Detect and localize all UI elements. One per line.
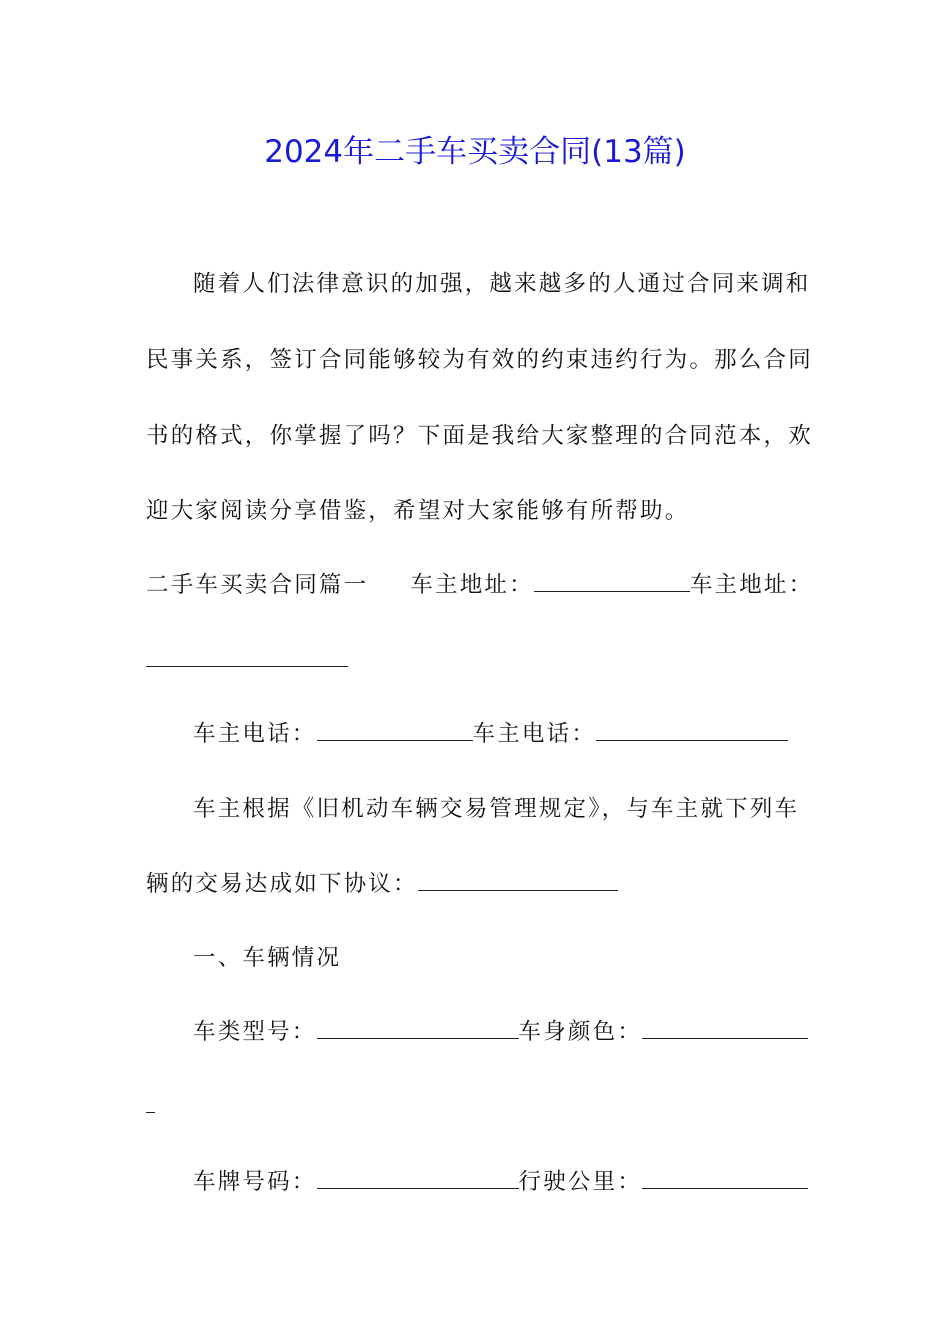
agreement-line-1: 车主根据《旧机动车辆交易管理规定》，与车主就下列车 <box>193 796 800 822</box>
vehicle-model-blank <box>317 1018 519 1039</box>
document-title: 2024年二手车买卖合同(13篇) <box>264 134 686 170</box>
body-color-continuation-row <box>146 1090 155 1122</box>
body-color-blank <box>642 1018 808 1039</box>
section-address-row <box>146 569 813 601</box>
owner-phone-label-b: 车主电话： <box>472 721 597 747</box>
owner-address-label-b: 车主地址： <box>689 572 814 598</box>
owner-address-continuation-row <box>146 644 348 676</box>
mileage-label: 行驶公里： <box>518 1169 643 1195</box>
owner-phone-blank-b <box>596 720 788 741</box>
plate-number-label: 车牌号码： <box>193 1169 317 1195</box>
intro-line-2: 民事关系，签订合同能够较为有效的约束违约行为。那么合同 <box>146 347 813 373</box>
agreement-blank <box>418 870 618 891</box>
intro-line-4: 迎大家阅读分享借鉴，希望对大家能够有所帮助。 <box>146 498 690 524</box>
agreement-line-2: 辆的交易达成如下协议： <box>146 871 418 897</box>
intro-line-3: 书的格式，你掌握了吗？下面是我给大家整理的合同范本，欢 <box>146 423 813 449</box>
body-color-label: 车身颜色： <box>518 1019 643 1045</box>
owner-address-label-a: 车主地址： <box>410 572 534 598</box>
plate-mileage-row <box>193 1166 808 1198</box>
body-color-blank-cont <box>146 1092 155 1113</box>
owner-phone-blank-a <box>317 720 473 741</box>
vehicle-model-row <box>193 1016 808 1048</box>
plate-number-blank <box>317 1168 519 1189</box>
vehicle-model-label: 车类型号： <box>193 1019 317 1045</box>
owner-phone-row <box>193 718 788 750</box>
agreement-line-2-row <box>146 868 618 900</box>
section-heading: 二手车买卖合同篇一 <box>146 572 369 598</box>
vehicle-section-heading: 一、车辆情况 <box>193 945 342 971</box>
owner-address-blank-b <box>146 646 348 667</box>
mileage-blank <box>642 1168 808 1189</box>
intro-line-1: 随着人们法律意识的加强，越来越多的人通过合同来调和 <box>193 271 811 297</box>
owner-address-blank-a <box>534 571 690 592</box>
owner-phone-label-a: 车主电话： <box>193 721 317 747</box>
